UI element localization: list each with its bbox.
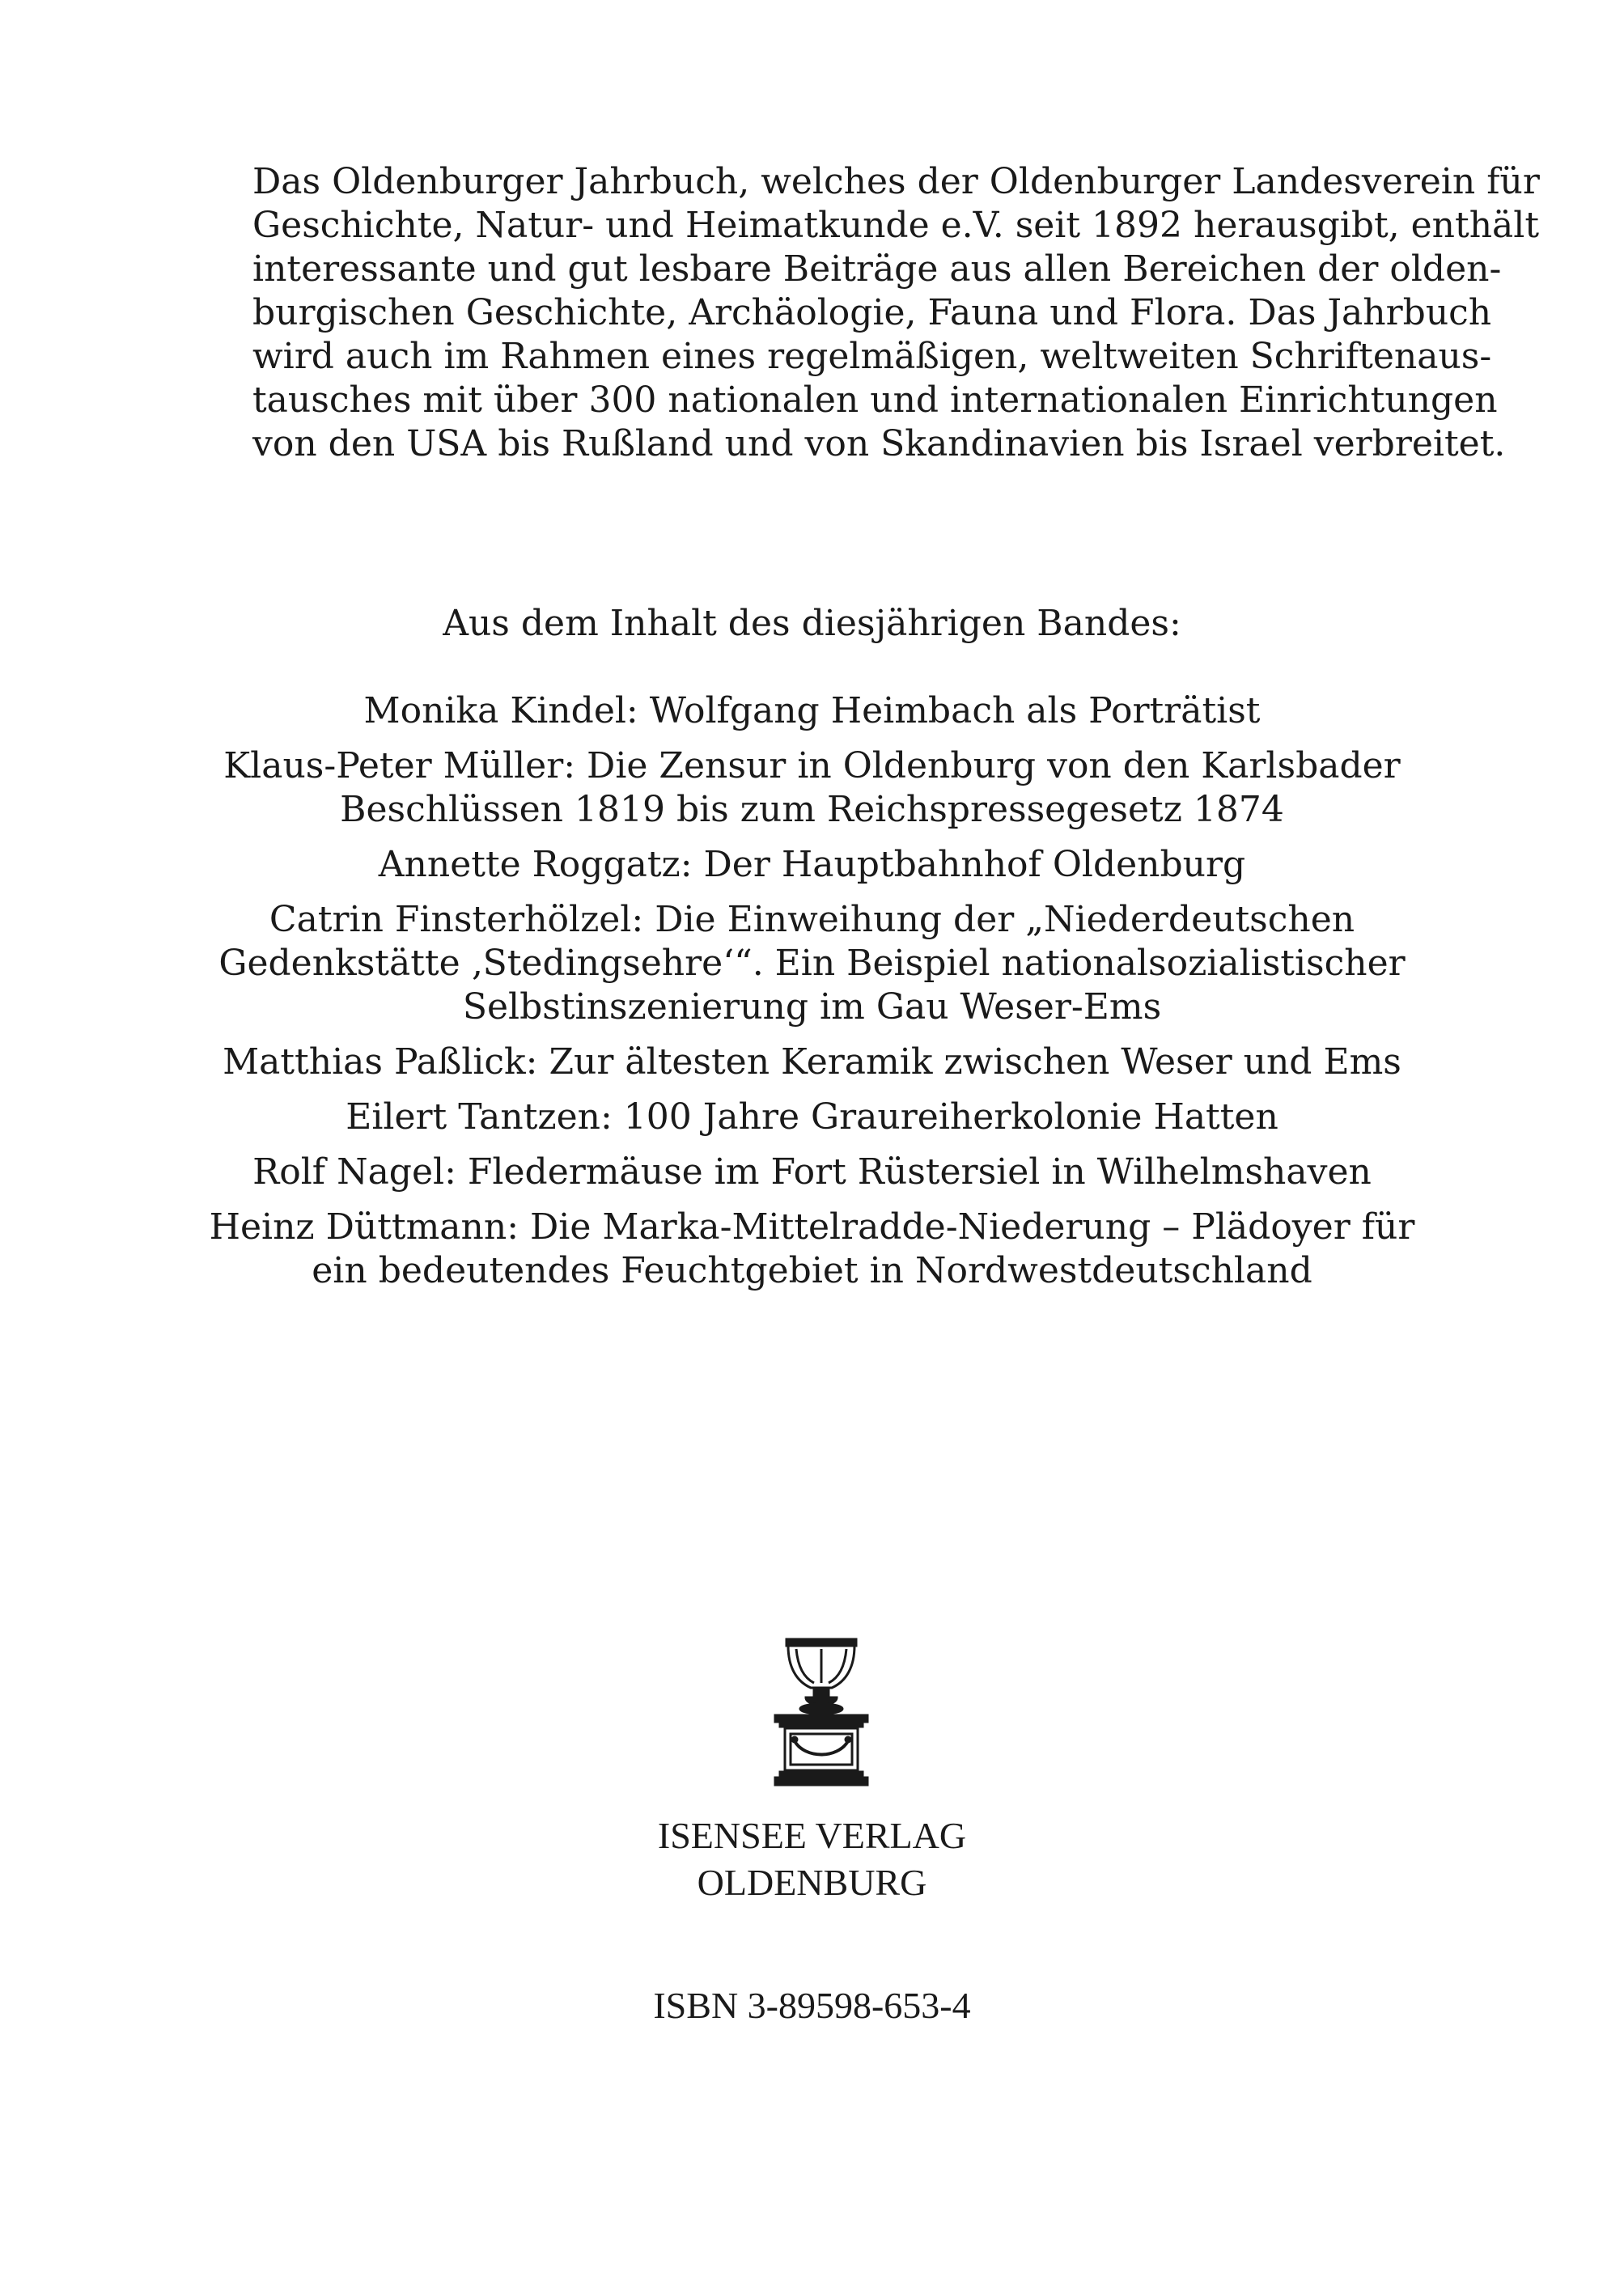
toc-entry	[0, 1151, 1624, 1194]
toc-entry-line: Monika Kindel: Wolfgang Heimbach als Porträtist	[363, 690, 1261, 731]
toc-entry-line: Beschlüssen 1819 bis zum Reichspressegesetz 1874	[340, 789, 1284, 830]
publisher-imprint	[0, 1812, 1624, 1906]
intro-line: Das Oldenburger Jahrbuch, welches der Oldenburger Landesverein für	[252, 161, 1540, 202]
toc-entry	[0, 1206, 1624, 1293]
intro-line: Geschichte, Natur- und Heimatkunde e.V. seit 1892 herausgibt, enthält	[252, 205, 1540, 246]
contents-heading: Aus dem Inhalt des diesjährigen Bandes:	[443, 603, 1181, 644]
toc-entry-line: Matthias Paßlick: Zur ältesten Keramik zwischen Weser und Ems	[223, 1041, 1401, 1083]
table-of-contents	[0, 689, 1624, 1304]
toc-entry-line: Heinz Düttmann: Die Marka-Mittelradde-Niederung – Plädoyer für	[209, 1206, 1415, 1248]
intro-line: interessante und gut lesbare Beiträge aus allen Bereichen der olden-	[252, 248, 1502, 290]
toc-entry-line: ein bedeutendes Feuchtgebiet in Nordwestdeutschland	[312, 1250, 1312, 1291]
toc-entry	[0, 898, 1624, 1029]
toc-entry-line: Klaus-Peter Müller: Die Zensur in Oldenburg von den Karlsbader	[223, 745, 1401, 786]
toc-entry	[0, 1096, 1624, 1139]
toc-entry-line: Catrin Finsterhölzel: Die Einweihung der „Niederdeutschen	[269, 899, 1355, 940]
intro-line: wird auch im Rahmen eines regelmäßigen, weltweiten Schriftenaus-	[252, 336, 1492, 377]
toc-entry-line: Rolf Nagel: Fledermäuse im Fort Rüstersiel in Wilhelmshaven	[252, 1151, 1372, 1193]
toc-entry	[0, 843, 1624, 887]
toc-entry	[0, 1041, 1624, 1084]
toc-entry-line: Selbstinszenierung im Gau Weser-Ems	[462, 986, 1162, 1028]
toc-entry-line: Annette Roggatz: Der Hauptbahnhof Oldenburg	[378, 844, 1246, 885]
intro-line: tausches mit über 300 nationalen und internationalen Einrichtungen	[252, 379, 1498, 421]
intro-line: burgischen Geschichte, Archäologie, Fauna und Flora. Das Jahrbuch	[252, 292, 1492, 333]
isbn-number: ISBN 3-89598-653-4	[653, 1985, 971, 2026]
toc-entry-line: Eilert Tantzen: 100 Jahre Graureiherkolonie Hatten	[346, 1096, 1278, 1138]
intro-line: von den USA bis Rußland und von Skandinavien bis Israel verbreitet.	[252, 423, 1506, 464]
toc-entry	[0, 689, 1624, 733]
publisher-city: OLDENBURG	[697, 1862, 927, 1903]
urn-on-pedestal-icon	[769, 1634, 874, 1788]
intro-paragraph	[252, 160, 1540, 466]
toc-entry	[0, 744, 1624, 832]
publisher-name: ISENSEE VERLAG	[657, 1815, 967, 1856]
toc-entry-line: Gedenkstätte ‚Stedingsehre‘“. Ein Beispiel nationalsozialistischer	[218, 943, 1406, 984]
